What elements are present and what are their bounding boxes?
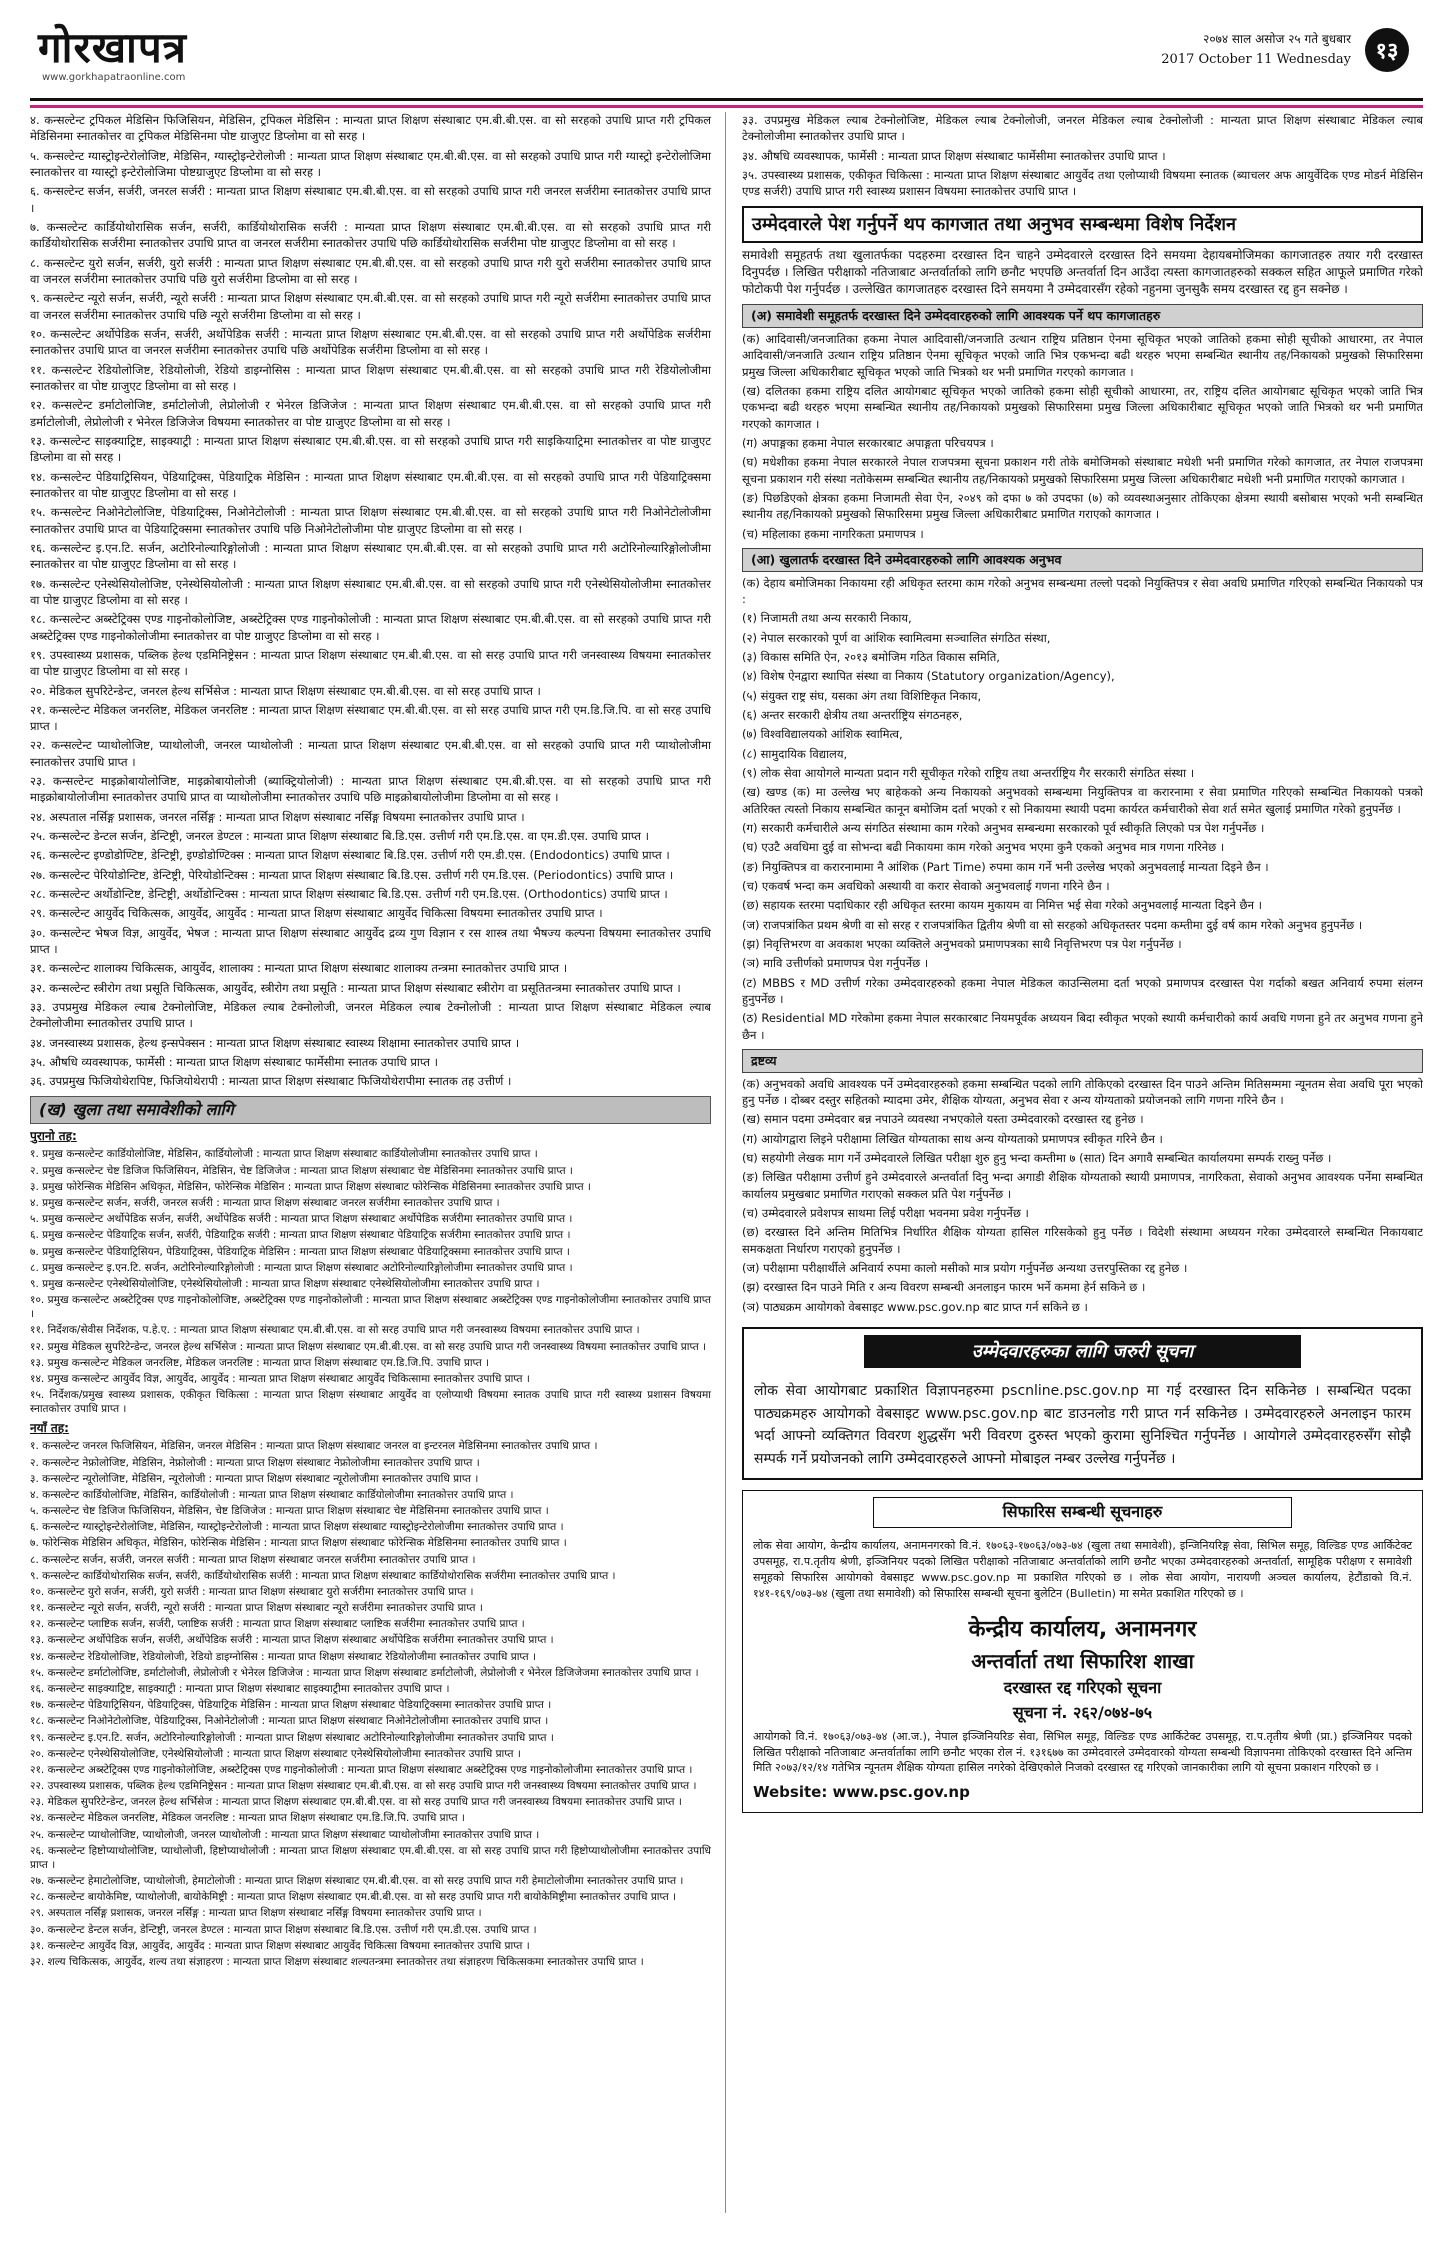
list-item: ३०. कन्सल्टेन्ट डेन्टल सर्जन, डेन्टिष्ट्री, जनरल डेण्टल : मान्यता प्राप्त शिक्षण संस्थाबाट बि.डि.एस. उत्तीर्ण गरी एम.डी.एस. उपाधि प्राप्त ।	[30, 1923, 537, 1936]
right-column	[742, 112, 1423, 2213]
list-item: २०. कन्सल्टेन्ट एनेस्थेसियोलोजिष्ट, एनेस्थेसियोलोजी : मान्यता प्राप्त शिक्षण संस्थाबाट एनेस्थेसियोलोजीमा स्नातकोत्तर उपाधि प्राप्त ।	[30, 1747, 521, 1760]
website-link[interactable]: Website: www.psc.gov.np	[753, 1783, 970, 1802]
list-item: ५. प्रमुख कन्सल्टेन्ट अर्थोपेडिक सर्जन, सर्जरी, अर्थोपेडिक सर्जरी : मान्यता प्राप्त शिक्षण संस्थाबाट अर्थोपेडिक सर्जरीमा स्नातकोत्तर उपाधि प्राप्त ।	[30, 1213, 573, 1226]
list-item: (४) विशेष ऐनद्वारा स्थापित संस्था वा निकाय (Statutory organization/Agency),	[742, 669, 1115, 684]
list-item: १२. प्रमुख मेडिकल सुपरिटेन्डेन्ट, जनरल हेल्थ सर्भिसेज : मान्यता प्राप्त शिक्षण संस्थाबाट एम.बी.बी.एस. वा सो सरह उपाधि प्राप्त गरी जनस्वास्थ्य विषयमा स्नातकोत्तर उपाधि प्राप्त ।	[30, 1340, 706, 1353]
list-item: (ङ) नियुक्तिपत्र वा करारनामामा नै आंशिक (Part Time) रुपमा काम गर्ने भनी उल्लेख भएको अनुभवलाई मान्यता दिइने छैन ।	[742, 859, 1269, 874]
list-item: (ज) परीक्षामा परीक्षार्थीले अनिवार्य रुपमा कालो मसीको मात्र प्रयोग गर्नुपर्नेछ अन्यथा उत्तरपुस्तिका रद्द हुनेछ ।	[742, 1260, 1188, 1275]
list-item: २. कन्सल्टेन्ट नेफ्रोलोजिष्ट, मेडिसिन, नेफ्रोलोजी : मान्यता प्राप्त शिक्षण संस्थाबाट नेफ्रोलोजीमा स्नातकोत्तर उपाधि प्राप्त ।	[30, 1456, 480, 1469]
open-experience-title: (आ) खुलातर्फ दरखास्त दिने उम्मेदवारहरुको लागि आवश्यक अनुभव	[742, 548, 1423, 572]
list-item: (ज) राजपत्रांकित प्रथम श्रेणी वा सो सरह र राजपत्रांकित द्वितीय श्रेणी वा सो सरहको अधिकृतस्तर पदमा कम्तीमा दुई वर्ष काम गरेको अनुभव हुनुपर्नेछ ।	[742, 917, 1363, 932]
section-band-open-inclusive: (ख) खुला तथा समावेशीको लागि	[30, 1096, 711, 1125]
list-item: ६. कन्सल्टेन्ट सर्जन, सर्जरी, जनरल सर्जरी : मान्यता प्राप्त शिक्षण संस्थाबाट एम.बी.बी.एस. वा सो सरहको उपाधि प्राप्त गरी जनरल सर्जरीमा स्नातकोत्तर उपाधि प्राप्त ।	[30, 184, 711, 215]
recommendation-body: लोक सेवा आयोग, केन्द्रीय कार्यालय, अनामनगरको वि.नं. १७०६३-१७०६३/०७३-७४ (खुला तथा समावेशी), इन्जिनियरिङ्ग सेवा, सिभिल समूह, विल्डिङ एण्ड आर्किटेक्ट उपसमूह, रा.प.तृतीय श्रेणी, इञ्जिनियर पदको लिखित परीक्षाको नतिजाबाट अन्तर्वार्ताको लागि छनौट भएका उम्मेदवारहरुको अन्तर्वार्ता, सामूहिक परीक्षण र समावेशी समूहको सिफारिस आयोगको वेबसाइट www.psc.gov.np मा प्रकाशित गरिएको छ । लोक सेवा आयोग, नारायणी अञ्चल कार्यालय, हेटौंडाको वि.नं. १४१-१६९/०७३-७४ (खुला तथा समावेशी) को सिफारिस सम्बन्धी सूचना बुलेटिन (Bulletin) मा समेत प्रकाशित गरिएको छ ।	[753, 1538, 1412, 1600]
list-item: (ट) MBBS र MD उत्तीर्ण गरेका उम्मेदवारहरुको हकमा नेपाल मेडिकल काउन्सिलमा दर्ता भएको प्रमाणपत्र दरखास्त पेश गर्दाको बखत अनिवार्य रुपमा संलग्न हुनुपर्नेछ ।	[742, 975, 1423, 1006]
notice-number: सूचना नं. २६२/०७४-७५	[1012, 1702, 1153, 1722]
list-item: ११. कन्सल्टेन्ट न्यूरो सर्जन, सर्जरी, न्यूरो सर्जरी : मान्यता प्राप्त शिक्षण संस्थाबाट न्यूरो सर्जरीमा स्नातकोत्तर उपाधि प्राप्त ।	[30, 1602, 483, 1615]
qualification-list-c	[30, 1439, 711, 1969]
list-item: (च) महिलाका हकमा नागरिकता प्रमाणपत्र ।	[742, 526, 924, 541]
list-item: (झ) दरखास्त दिन पाउने मिति र अन्य विवरण सम्बन्धी अनलाइन फारम भर्ने कममा हेर्न सकिने छ ।	[742, 1280, 1146, 1295]
list-item: १७. कन्सल्टेन्ट एनेस्थेसियोलोजिष्ट, एनेस्थेसियोलोजी : मान्यता प्राप्त शिक्षण संस्थाबाट एम.बी.बी.एस. वा सो सरहको उपाधि प्राप्त गरी एनेस्थेसियोलोजीमा स्नातकोत्तर वा पोष्ट ग्राजुएट डिप्लोमा वा सो सरह ।	[30, 576, 711, 607]
qualification-list-a	[30, 112, 711, 1090]
list-item: १. कन्सल्टेन्ट जनरल फिजिसियन, मेडिसिन, जनरल मेडिसिन : मान्यता प्राप्त शिक्षण संस्थाबाट जनरल वा इन्टरनल मेडिसिनमा स्नातकोत्तर उपाधि प्राप्त ।	[30, 1440, 598, 1453]
list-item: ४. कन्सल्टेन्ट ट्रपिकल मेडिसिन फिजिसियन, मेडिसिन, ट्रपिकल मेडिसिन : मान्यता प्राप्त शिक्षण संस्थाबाट एम.बी.बी.एस. वा सो सरहको उपाधि प्राप्त गरी ट्रपिकल मेडिसिनमा स्नातकोत्तर वा ट्रपिकल मेडिसिनमा पोष्ट ग्राजुएट डिप्लोमा वा सो सरह ।	[30, 113, 711, 144]
list-item: (ख) दलितका हकमा राष्ट्रिय दलित आयोगबाट सूचिकृत भएको जातिको हकमा सोही सूचीको आधारमा, तर, राष्ट्रिय दलित आयोगबाट सूचिकृत भएको जाति भित्र एकभन्दा बढी थरहरु भएमा सम्बन्धित स्थानीय तह/निकायको प्रमुखको सिफारिसमा प्रमुख जिल्ला अधिकारीबाट सूचिकृत भएको जाति भित्रको थर भनी प्रमाणित गरएको कागजात ।	[742, 384, 1423, 431]
list-item: १३. कन्सल्टेन्ट साइक्याट्रिष्ट, साइक्याट्री : मान्यता प्राप्त शिक्षण संस्थाबाट एम.बी.बी.एस. वा सो सरहको उपाधि प्राप्त गरी साइकियाट्रिमा स्नातकोत्तर वा पोष्ट ग्राजुएट डिप्लोमा वा सो सरह ।	[30, 433, 711, 465]
list-item: (९) लोक सेवा आयोगले मान्यता प्रदान गरी सूचीकृत गरेको राष्ट्रिय तथा अन्तर्राष्ट्रिय गैर सरकारी संगठित संस्था ।	[742, 766, 1195, 780]
list-item: २८. कन्सल्टेन्ट अर्थोडोन्टिष्ट, डेन्टिष्ट्री, अर्थोडोन्टिक्स : मान्यता प्राप्त शिक्षण संस्थाबाट बि.डि.एस. उत्तीर्ण गरी एम.डि.एस. (Orthodontics) उपाधि प्राप्त ।	[30, 887, 668, 902]
urgent-notice-box	[742, 1327, 1423, 1480]
list-item: १५. कन्सल्टेन्ट डर्माटोलोजिष्ट, डर्माटोलोजी, लेप्रोलोजी र भेनेरल डिजिजेज : मान्यता प्राप्त शिक्षण संस्थाबाट डर्माटोलोजी, लेप्रोलोजी र भेनेरल डिजिजेजमा स्नातकोत्तर उपाधि प्राप्त ।	[30, 1666, 699, 1679]
list-item: ५. कन्सल्टेन्ट ग्यास्ट्रोइन्टेरोलोजिष्ट, मेडिसिन, ग्यास्ट्रोइन्टेरोलोजी : मान्यता प्राप्त शिक्षण संस्थाबाट एम.बी.बी.एस. वा सो सरहको उपाधि प्राप्त गरी ग्यास्ट्रो इन्टेरोलोजिमा स्नातकोत्तर वा ग्यास्ट्रो इन्टेरोलोजिमा पोष्टग्राजुएट डिप्लोमा वा सो सरह ।	[30, 148, 711, 179]
list-item: (ङ) लिखित परीक्षामा उत्तीर्ण हुने उम्मेदवारले अन्तर्वार्ता दिनु भन्दा अगाडी शैक्षिक योग्यताको स्थायी प्रमाणपत्र, नागरिकता, सेवाको अनुभव आवश्यक पर्नेमा सम्बन्धित कार्यालय प्रमुखबाट प्रमाणित गराएको सक्कल प्रति पेश गर्नुपर्नेछ ।	[742, 1170, 1423, 1201]
date-nepali: २०७४ साल असोज २५ गते बुधबार	[1203, 32, 1351, 46]
new-level-label: नयाँ तह:	[30, 1421, 69, 1436]
cancellation-title: दरखास्त रद्द गरिएको सूचना	[1003, 1678, 1162, 1698]
newspaper-url: www.gorkhapatraonline.com	[42, 72, 186, 83]
urgent-notice-title: उम्मेदवारहरुका लागि जरुरी सूचना	[864, 1335, 1301, 1369]
list-item: १. प्रमुख कन्सल्टेन्ट कार्डियोलोजिष्ट, मेडिसिन, कार्डियोलोजी : मान्यता प्राप्त शिक्षण संस्थाबाट कार्डियोलोजीमा स्नातकोत्तर उपाधि प्राप्त ।	[30, 1148, 538, 1161]
list-item: २३. कन्सल्टेन्ट माइक्रोबायोलोजिष्ट, माइक्रोबायोलोजी (ब्याक्ट्रियोलोजी) : मान्यता प्राप्त शिक्षण संस्थाबाट एम.बी.बी.एस. वा सो सरहको उपाधि प्राप्त गरी माइक्रोबायोलोजीमा स्नातकोत्तर उपाधि प्राप्त वा प्याथोलोजीमा स्नातकोत्तर उपाधि पछि माइक्रोबायोलोजीमा डिप्लोमा वा सो सरह ।	[30, 774, 711, 805]
list-item: २६. कन्सल्टेन्ट इण्डोडोण्टिष्ट, डेन्टिष्ट्री, इण्डोडोण्टिक्स : मान्यता प्राप्त शिक्षण संस्थाबाट बि.डि.एस. उत्तीर्ण गरी एम.डी.एस. (Endodontics) उपाधि प्राप्त ।	[30, 848, 670, 863]
left-column	[30, 112, 726, 2213]
list-item: (छ) दरखास्त दिने अन्तिम मितिभित्र निर्धारित शैक्षिक योग्यता हासिल गरिसकेको हुनु पर्नेछ । विदेशी संस्थामा अध्ययन गरेका उम्मेदवारले सम्बन्धित निकायबाट समकक्षता निर्धारण गराएको हुनुपर्नेछ ।	[742, 1225, 1423, 1256]
list-item: (क) अनुभवको अवधि आवश्यक पर्ने उम्मेदवारहरुको हकमा सम्बन्धित पदको लागि तोकिएको दरखास्त दिन पाउने अन्तिम मितिसम्ममा न्यूनतम सेवा अवधि पूरा भएको हुनु पर्नेछ । दोब्बर दस्तुर सहितको म्यादमा उमेर, शैक्षिक योग्यता, अनुभव सेवा र अन्य योग्यताको प्रयोजनको लागि गणना गरिने छैन ।	[742, 1076, 1423, 1107]
list-item: २५. कन्सल्टेन्ट डेन्टल सर्जन, डेन्टिष्ट्री, जनरल डेण्टल : मान्यता प्राप्त शिक्षण संस्थाबाट बि.डि.एस. उत्तीर्ण गरी एम.डि.एस. वा एम.डी.एस. उपाधि प्राप्त ।	[30, 829, 649, 844]
list-item: ३५. औषधि व्यवस्थापक, फार्मेसी : मान्यता प्राप्त शिक्षण संस्थाबाट फार्मेसीमा स्नातक उपाधि प्राप्त ।	[30, 1055, 438, 1070]
recommendation-box	[742, 1490, 1423, 1813]
list-item: ७. प्रमुख कन्सल्टेन्ट पेडियाट्रिसियन, पेडियाट्रिक्स, पेडियाट्रिक मेडिसिन : मान्यता प्राप्त शिक्षण संस्थाबाट पेडियाट्रिक्समा स्नातकोत्तर उपाधि प्राप्त ।	[30, 1245, 570, 1258]
list-item: ३६. उपप्रमुख फिजियोथेरापिष्ट, फिजियोथेरापी : मान्यता प्राप्त शिक्षण संस्थाबाट फिजियोथेरापीमा स्नातक तह उत्तीर्ण ।	[30, 1074, 512, 1089]
list-item: २२. उपस्वास्थ्य प्रशासक, पब्लिक हेल्थ एडमिनिष्ट्रेसन : मान्यता प्राप्त शिक्षण संस्थाबाट एम.बी.बी.एस. वा सो सरह उपाधि प्राप्त गरी जनस्वास्थ्य विषयमा स्नातकोत्तर उपाधि प्राप्त ।	[30, 1780, 697, 1793]
urgent-notice-body: लोक सेवा आयोगबाट प्रकाशित विज्ञापनहरुमा pscnline.psc.gov.np मा गई दरखास्त दिन सकिनेछ । सम्बन्धित पदका पाठ्यक्रमहरु आयोगको वेबसाइट www.psc.gov.np बाट डाउनलोड गरी प्राप्त गर्न सकिनेछ । उम्मेदवारहरुले अनलाइन फारम भर्दा आफ्नो व्यक्तिगत विवरण शुद्धसँग भरी विवरण दुरुस्त भएको कुरामा सुनिश्चित गर्नुपर्नेछ । आयोगले उम्मेदवारहरुसँग सोझै सम्पर्क गर्ने प्रयोजनको लागि उम्मेदवारहरुले आफ्नो मोबाइल नम्बर उल्लेख गर्नुपर्नेछ ।	[754, 1383, 1411, 1467]
list-item: २६. कन्सल्टेन्ट हिष्टोप्याथोलोजिष्ट, प्याथोलोजी, हिष्टोप्याथोलोजी : मान्यता प्राप्त शिक्षण संस्थाबाट एम.बी.बी.एस. वा सो सरह उपाधि प्राप्त गरी हिष्टोप्याथोलोजीमा स्नातकोत्तर उपाधि प्राप्त ।	[30, 1844, 711, 1871]
list-item: ६. कन्सल्टेन्ट ग्यास्ट्रोइन्टेरोलोजिष्ट, मेडिसिन, ग्यास्ट्रोइन्टेरोलोजी : मान्यता प्राप्त शिक्षण संस्थाबाट ग्यास्ट्रोइन्टेरोलोजीमा स्नातकोत्तर उपाधि प्राप्त ।	[30, 1521, 564, 1534]
old-level-label: पुरानो तह:	[30, 1129, 77, 1144]
list-item: (७) विश्वविद्यालयको आंशिक स्वामित्व,	[742, 727, 903, 742]
list-item: ११. निर्देशक/सेवीस निर्देशक, प.हे.ए. : मान्यता प्राप्त शिक्षण संस्थाबाट एम.बी.बी.एस. वा सो सरह उपाधि प्राप्त गरी जनस्वास्थ्य विषयमा स्नातकोत्तर उपाधि प्राप्त ।	[30, 1324, 640, 1337]
list-item: १६. कन्सल्टेन्ट साइक्याट्रिष्ट, साइक्याट्री : मान्यता प्राप्त शिक्षण संस्थाबाट साइक्याट्रीमा स्नातकोत्तर उपाधि प्राप्त ।	[30, 1683, 450, 1695]
list-item: (८) सामुदायिक विद्यालय,	[742, 746, 848, 761]
list-item: १९. कन्सल्टेन्ट इ.एन.टि. सर्जन, अटोरिनोल्यारिङ्गोलोजी : मान्यता प्राप्त शिक्षण संस्थाबाट अटोरिनोल्यारिङ्गोलोजीमा स्नातकोत्तर उपाधि प्राप्त ।	[30, 1731, 554, 1744]
office-name: केन्द्रीय कार्यालय, अनामनगर	[968, 1616, 1197, 1642]
list-item: १४. कन्सल्टेन्ट रेडियोलोजिष्ट, रेडियोलोजी, रेडियो डाइग्नोसिस : मान्यता प्राप्त शिक्षण संस्थाबाट रेडियोलोजीमा स्नातकोत्तर उपाधि प्राप्त ।	[30, 1650, 536, 1663]
list-item: ३. कन्सल्टेन्ट न्यूरोलोजिष्ट, मेडिसिन, न्यूरोलोजी : मान्यता प्राप्त शिक्षण संस्थाबाट न्यूरोलोजीमा स्नातकोत्तर उपाधि प्राप्त ।	[30, 1472, 479, 1485]
inclusive-docs-title: (अ) समावेशी समूहतर्फ दरखास्त दिने उम्मेदवारहरुको लागि आवश्यक पर्ने थप कागजातहरु	[742, 304, 1423, 328]
qualification-list-top	[742, 112, 1423, 200]
list-item: २१. कन्सल्टेन्ट अब्स्टेट्रिक्स एण्ड गाइनोकोलोजिष्ट, अब्स्टेट्रिक्स एण्ड गाइनोकोलोजी : मान्यता प्राप्त शिक्षण संस्थाबाट अब्स्टेट्रिक्स एण्ड गाइनोकोलोजीमा स्नातकोत्तर उपाधि प्राप्त ।	[30, 1763, 693, 1776]
instructions-paragraph: समावेशी समूहतर्फ तथा खुलातर्फका पदहरुमा दरखास्त दिन चाहने उम्मेदवारले दरखास्त दिने समयमा देहायबमोजिमका कागजातहरु तयार गरी दरखास्त दिनुपर्दछ । लिखित परीक्षाको नतिजाबाट अन्तर्वार्ताको लागि छनौट भएपछि अन्तर्वार्ता दिन आउँदा त्यस्ता कागजातहरुको सक्कल सहित आफूले प्रमाणित गरेको फोटोकपी पेश गर्नुपर्दछ । उल्लेखित कागजातहरु दरखास्त दिने समयमा नै उम्मेदवारसँग रहेको नहुनमा जुनसुकै समय दरखास्त रद्द हुन सक्नेछ ।	[742, 248, 1423, 297]
list-item: ३४. औषधि व्यवस्थापक, फार्मेसी : मान्यता प्राप्त शिक्षण संस्थाबाट फार्मेसीमा स्नातकोत्तर उपाधि प्राप्त ।	[742, 148, 1166, 163]
list-item: १९. उपस्वास्थ्य प्रशासक, पब्लिक हेल्थ एडमिनिष्ट्रेसन : मान्यता प्राप्त शिक्षण संस्थाबाट एम.बी.बी.एस. वा सो सरह उपाधि प्राप्त गरी जनस्वास्थ्य विषयमा स्नातकोत्तर वा पोष्ट ग्राजुएट डिप्लोमा वा सो सरह ।	[30, 647, 711, 679]
list-item: (च) उम्मेदवारले प्रवेशपत्र साथमा लिई परीक्षा भवनमा प्रवेश गर्नुपर्नेछ ।	[742, 1205, 1029, 1220]
inclusive-docs-list	[742, 331, 1423, 542]
list-item: २४. अस्पताल नर्सिङ्ग प्रशासक, जनरल नर्सिङ्ग : मान्यता प्राप्त शिक्षण संस्थाबाट नर्सिङ्ग विषयमा स्नातकोत्तर उपाधि प्राप्त ।	[30, 809, 525, 824]
list-item: २४. कन्सल्टेन्ट मेडिकल जनरलिष्ट, मेडिकल जनरलिष्ट : मान्यता प्राप्त शिक्षण संस्थाबाट एम.डि.जि.पि. उपाधि प्राप्त ।	[30, 1812, 465, 1825]
list-item: २१. कन्सल्टेन्ट मेडिकल जनरलिष्ट, मेडिकल जनरलिष्ट : मान्यता प्राप्त शिक्षण संस्थाबाट एम.बी.बी.एस. वा सो सरह उपाधि प्राप्त गरी एम.डि.जि.पि. वा सो सरह उपाधि प्राप्त ।	[30, 702, 711, 734]
date-english: 2017 October 11 Wednesday	[1161, 52, 1351, 67]
list-item: ७. फोरेन्सिक मेडिसिन अधिकृत, मेडिसिन, फोरेन्सिक मेडिसिन : मान्यता प्राप्त शिक्षण संस्थाबाट फोरेन्सिक मेडिसिनमा स्नातकोत्तर उपाधि प्राप्त ।	[30, 1537, 567, 1550]
list-item: (२) नेपाल सरकारको पूर्ण वा आंशिक स्वामित्वमा सञ्चालित संगठित संस्था,	[742, 630, 1051, 645]
list-item: (ग) अपाङ्गका हकमा नेपाल सरकारबाट अपाङ्गता परिचयपत्र ।	[742, 436, 994, 450]
list-item: (ङ) पिछडिएको क्षेत्रका हकमा निजामती सेवा ऐन, २०४९ को दफा ७ को उपदफा (७) को व्यवस्थाअनुसार तोकिएका क्षेत्रमा स्थायी बसोबास भएको भनी सम्बन्धित स्थानीय तह/निकायको प्रमुखको सिफारिसमा प्रमुख जिल्ला अधिकारीबाट प्रमाणित गराएको कागजात ।	[742, 490, 1423, 522]
recommendation-title: सिफारिस सम्बन्धी सूचनाहरु	[873, 1497, 1292, 1528]
list-item: ७. कन्सल्टेन्ट कार्डियोथोरासिक सर्जन, सर्जरी, कार्डियोथोरासिक सर्जरी : मान्यता प्राप्त शिक्षण संस्थाबाट एम.बी.बी.एस. वा सो सरहको उपाधि प्राप्त गरी कार्डियोथोरासिक सर्जरीमा स्नातकोत्तर उपाधि प्राप्त वा जनरल सर्जरीमा स्नातकोत्तर उपाधि पछि कार्डियोथोरासिक सर्जरीमा पोष्ट ग्राजुएट डिप्लोमा वा सो सरह ।	[30, 219, 711, 251]
list-item: १२. कन्सल्टेन्ट डर्माटोलोजिष्ट, डर्माटोलोजी, लेप्रोलोजी र भेनेरल डिजिजेज : मान्यता प्राप्त शिक्षण संस्थाबाट एम.बी.बी.एस. वा सो सरहको उपाधि प्राप्त गरी डर्माटोलोजी, लेप्रोलोजी र भेनेरल डिजिजेज विषयमा स्नातकोत्तर वा पोष्ट ग्राजुएट डिप्लोमा वा सो सरह ।	[30, 398, 711, 429]
list-item: ४. प्रमुख कन्सल्टेन्ट सर्जन, सर्जरी, जनरल सर्जरी : मान्यता प्राप्त शिक्षण संस्थाबाट जनरल सर्जरीमा स्नातकोत्तर उपाधि प्राप्त ।	[30, 1196, 500, 1209]
note-title: द्रष्टव्य	[742, 1049, 1423, 1073]
list-item: १७. कन्सल्टेन्ट पेडियाट्रिसियन, पेडियाट्रिक्स, पेडियाट्रिक मेडिसिन : मान्यता प्राप्त शिक्षण संस्थाबाट पेडियाट्रिक्समा स्नातकोत्तर उपाधि प्राप्त ।	[30, 1699, 552, 1712]
cancellation-body: आयोगको वि.नं. १७०६३/०७३-७४ (आ.ज.), नेपाल इञ्जिनियरिङ सेवा, सिभिल समूह, विल्डिङ एण्ड आर्किटेक्ट उपसमूह, रा.प.तृतीय श्रेणी (प्रा.) इञ्जिनियर पदको लिखित परीक्षाको नतिजाबाट अन्तर्वार्ताका लागि छनौट भएका रोल नं. १३१६७७ का उम्मेदवारले उम्मेदवारको योग्यता सम्बन्धी विज्ञापनमा तोकिएको दरखास्त दिने अन्तिम मिति २०७३/१२/१४ गतेभित्र न्यूनतम शैक्षिक योग्यता हासिल नगरेको देखिएकोले निजको दरखास्त रद्द गरिएको जानकारीका लागि यो सूचना प्रकाशन गरिएको छ ।	[753, 1729, 1412, 1775]
list-item: २०. मेडिकल सुपरिटेन्डेन्ट, जनरल हेल्थ सर्भिसेज : मान्यता प्राप्त शिक्षण संस्थाबाट एम.बी.बी.एस. वा सो सरह उपाधि प्राप्त ।	[30, 683, 541, 698]
list-item: (ग) आयोगद्वारा लिइने परीक्षामा लिखित योग्यताका साथ अन्य योग्यताको प्रमाणपत्र स्वीकृत गरिने छैन ।	[742, 1131, 1163, 1146]
list-item: (३) विकास समिति ऐन, २०१३ बमोजिम गठित विकास समिति,	[742, 650, 1000, 665]
list-item: ३५. उपस्वास्थ्य प्रशासक, एकीकृत चिकित्सा : मान्यता प्राप्त शिक्षण संस्थाबाट आयुर्वेद तथा एलोप्याथी विषयमा स्नातक (ब्याचलर अफ आयुर्वेदिक एण्ड मोडर्न मेडिसिन एण्ड सर्जरी) उपाधि प्राप्त गरी स्वास्थ्य प्रशासन विषयमा स्नातकोत्तर उपाधि प्राप्त ।	[742, 167, 1423, 199]
list-item: २२. कन्सल्टेन्ट प्याथोलोजिष्ट, प्याथोलोजी, जनरल प्याथोलोजी : मान्यता प्राप्त शिक्षण संस्थाबाट एम.बी.बी.एस. वा सो सरहको उपाधि प्राप्त गरी प्याथोलोजीमा स्नातकोत्तर उपाधि प्राप्त ।	[30, 738, 711, 769]
list-item: ३३. उपप्रमुख मेडिकल ल्याब टेक्नोलोजिष्ट, मेडिकल ल्याब टेक्नोलोजी, जनरल मेडिकल ल्याब टेक्नोलोजी : मान्यता प्राप्त शिक्षण संस्थाबाट मेडिकल ल्याब टेक्नोलोजीमा स्नातकोत्तर उपाधि प्राप्त ।	[30, 1000, 711, 1031]
list-item: १४. कन्सल्टेन्ट पेडियाट्रिसियन, पेडियाट्रिक्स, पेडियाट्रिक मेडिसिन : मान्यता प्राप्त शिक्षण संस्थाबाट एम.बी.बी.एस. वा सो सरहको उपाधि प्राप्त गरी पेडियाट्रिक्समा स्नातकोत्तर वा पोष्ट ग्राजुएट डिप्लोमा वा सो सरह ।	[30, 469, 711, 500]
list-item: (ञ) मावि उत्तीर्णको प्रमाणपत्र पेश गर्नुपर्नेछ ।	[742, 956, 929, 971]
list-item: (ख) समान पदमा उम्मेदवार बन्न नपाउने व्यवस्था नभएकोले यस्ता उम्मेदवारको दरखास्त रद्द हुनेछ ।	[742, 1112, 1144, 1127]
list-item: (ञ) पाठ्यक्रम आयोगको वेबसाइट www.psc.gov.np बाट प्राप्त गर्न सकिने छ ।	[742, 1299, 1088, 1314]
list-item: १०. प्रमुख कन्सल्टेन्ट अब्स्टेट्रिक्स एण्ड गाइनोकोलोजिष्ट, अब्स्टेट्रिक्स एण्ड गाइनोकोलोजी : मान्यता प्राप्त शिक्षण संस्थाबाट अब्स्टेट्रिक्स एण्ड गाइनोकोलोजीमा स्नातकोत्तर उपाधि प्राप्त ।	[30, 1294, 711, 1321]
list-item: ९. प्रमुख कन्सल्टेन्ट एनेस्थेसियोलोजिष्ट, एनेस्थेसियोलोजी : मान्यता प्राप्त शिक्षण संस्थाबाट एनेस्थेसियोलोजीमा स्नातकोत्तर उपाधि प्राप्त ।	[30, 1277, 540, 1290]
list-item: १६. कन्सल्टेन्ट इ.एन.टि. सर्जन, अटोरिनोल्यारिङ्गोलोजी : मान्यता प्राप्त शिक्षण संस्थाबाट एम.बी.बी.एस. वा सो सरहको उपाधि प्राप्त गरी अटोरिनोल्यारिङ्गोलोजीमा स्नातकोत्तर वा पोष्ट ग्राजुएट डिप्लोमा वा सो सरह ।	[30, 540, 711, 572]
list-item: २७. कन्सल्टेन्ट हेमाटोलोजिष्ट, प्याथोलोजी, हेमाटोलोजी : मान्यता प्राप्त शिक्षण संस्थाबाट एम.बी.बी.एस. वा सो सरह उपाधि प्राप्त गरी हेमाटोलोजीमा स्नातकोत्तर उपाधि प्राप्त ।	[30, 1875, 684, 1888]
list-item: (छ) सहायक स्तरमा पदाधिकार रही अधिकृत स्तरमा कायम मुकायम वा निमित्त भई सेवा गरेको अनुभवलाई मान्यता दिइने छैन ।	[742, 898, 1262, 913]
list-item: २५. कन्सल्टेन्ट प्याथोलोजिष्ट, प्याथोलोजी, जनरल प्याथोलोजी : मान्यता प्राप्त शिक्षण संस्थाबाट प्याथोलोजीमा स्नातकोत्तर उपाधि प्राप्त ।	[30, 1828, 540, 1841]
list-item: (झ) निवृत्तिभरण वा अवकाश भएका व्यक्तिले अनुभवको प्रमाणपत्रका साथै निवृत्तिभरण पत्र पेश गर्नुपर्नेछ ।	[742, 936, 1182, 951]
list-item: ४. कन्सल्टेन्ट कार्डियोलोजिष्ट, मेडिसिन, कार्डियोलोजी : मान्यता प्राप्त शिक्षण संस्थाबाट कार्डियोलोजीमा स्नातकोत्तर उपाधि प्राप्त ।	[30, 1488, 514, 1501]
list-item: (घ) एउटै अवधिमा दुई वा सोभन्दा बढी निकायमा काम गरेको अनुभव भएमा कुनै एकको अनुभव मात्र गणना गरिनेछ ।	[742, 840, 1225, 855]
list-item: ३१. कन्सल्टेन्ट आयुर्वेद विज्ञ, आयुर्वेद, आयुर्वेद : मान्यता प्राप्त शिक्षण संस्थाबाट आयुर्वेद चिकित्सा विषयमा स्नातकोत्तर उपाधि प्राप्त ।	[30, 1939, 530, 1952]
list-item: १३. प्रमुख कन्सल्टेन्ट मेडिकल जनरलिष्ट, मेडिकल जनरलिष्ट : मान्यता प्राप्त शिक्षण संस्थाबाट एम.डि.जि.पि. उपाधि प्राप्त ।	[30, 1356, 490, 1369]
columns	[30, 112, 1423, 2213]
list-item: १५. निर्देशक/प्रमुख स्वास्थ्य प्रशासक, एकीकृत चिकित्सा : मान्यता प्राप्त शिक्षण संस्थाबाट आयुर्वेद वा एलोप्याथी विषयमा स्नातक उपाधि प्राप्त गरी स्वास्थ्य प्रशासन विषयमा स्नातकोत्तर उपाधि प्राप्त ।	[30, 1389, 711, 1416]
list-item: ८. कन्सल्टेन्ट युरो सर्जन, सर्जरी, युरो सर्जरी : मान्यता प्राप्त शिक्षण संस्थाबाट एम.बी.बी.एस. वा सो सरहको उपाधि प्राप्त गरी युरो सर्जरीमा स्नातकोत्तर उपाधि प्राप्त वा जनरल सर्जरीमा स्नातकोत्तर उपाधि पछि युरो सर्जरीमा डिप्लोमा वा सो सरह ।	[30, 255, 711, 286]
list-item: ६. प्रमुख कन्सल्टेन्ट पेडियाट्रिक सर्जन, सर्जरी, पेडियाट्रिक सर्जरी : मान्यता प्राप्त शिक्षण संस्थाबाट पेडियाट्रिक सर्जरीमा स्नातकोत्तर उपाधि प्राप्त ।	[30, 1229, 571, 1242]
list-item: ३२. शल्य चिकित्सक, आयुर्वेद, शल्य तथा संज्ञाहरण : मान्यता प्राप्त शिक्षण संस्थाबाट शल्यतन्त्रमा स्नातकोत्तर तथा संज्ञाहरण चिकित्सकमा स्नातकोत्तर उपाधि प्राप्त ।	[30, 1955, 644, 1968]
list-item: १८. कन्सल्टेन्ट अब्स्टेट्रिक्स एण्ड गाइनोकोलोजिष्ट, अब्स्टेट्रिक्स एण्ड गाइनोकोलोजी : मान्यता प्राप्त शिक्षण संस्थाबाट एम.बी.बी.एस. वा सो सरहको उपाधि प्राप्त गरी अब्स्टेट्रिक्स एण्ड गाइनोकोलोजीमा स्नातकोत्तर वा पोष्ट ग्राजुएट डिप्लोमा वा सो सरह ।	[30, 612, 711, 643]
list-item: (क) आदिवासी/जनजातिका हकमा नेपाल आदिवासी/जनजाति उत्थान राष्ट्रिय प्रतिष्ठान ऐनमा सूचिकृत भएको जातिको हकमा सोही सूचीको आधारमा, तर नेपाल आदिवासी/जनजाति उत्थान राष्ट्रिय प्रतिष्ठान ऐनमा सूचिकृत भएको जाति भित्र एकभन्दा बढी थरहरु भएमा सम्बन्धित स्थानीय तह/निकायको प्रमुखको सिफारिसमा प्रमुख जिल्ला अधिकारीबाट सूचिकृत भएको जाति भित्रको थर भनी प्रमाणित गरएको कागजात ।	[742, 332, 1423, 379]
list-item: २३. मेडिकल सुपरिटेन्डेन्ट, जनरल हेल्थ सर्भिसेज : मान्यता प्राप्त शिक्षण संस्थाबाट एम.बी.बी.एस. वा सो सरह उपाधि प्राप्त गरी जनस्वास्थ्य विषयमा स्नातकोत्तर उपाधि प्राप्त ।	[30, 1796, 682, 1809]
list-item: (५) संयुक्त राष्ट्र संघ, यसका अंग तथा विशिष्टिकृत निकाय,	[742, 688, 982, 703]
list-item: १८. कन्सल्टेन्ट निओनेटोलोजिष्ट, पेडियाट्रिक्स, निओनेटोलोजी : मान्यता प्राप्त शिक्षण संस्थाबाट निओनेटोलोजीमा स्नातकोत्तर उपाधि प्राप्त ।	[30, 1715, 549, 1728]
list-item: (क) देहाय बमोजिमका निकायमा रही अधिकृत स्तरमा काम गरेको अनुभव सम्बन्धमा तल्लो पदको नियुक्तिपत्र र सेवा अवधि प्रमाणित गरिएको सम्बन्धित निकायको पत्र :	[742, 575, 1423, 607]
page-number: १३	[1365, 28, 1409, 72]
open-experience-list	[742, 575, 1423, 1043]
list-item: ८. प्रमुख कन्सल्टेन्ट इ.एन.टि. सर्जन, अटोरिनोल्यारिङ्गोलोजी : मान्यता प्राप्त शिक्षण संस्थाबाट अटोरिनोल्यारिङ्गोलोजीमा स्नातकोत्तर उपाधि प्राप्त ।	[30, 1261, 573, 1274]
list-item: (ग) सरकारी कर्मचारीले अन्य संगठित संस्थामा काम गरेको अनुभव सम्बन्धमा सरकारको पूर्व स्वीकृति लिएको पत्र पेश गर्नुपर्नेछ ।	[742, 820, 1265, 835]
list-item: २७. कन्सल्टेन्ट पेरियोडोन्टिष्ट, डेन्टिष्ट्री, पेरियोडोन्टिक्स : मान्यता प्राप्त शिक्षण संस्थाबाट बि.डि.एस. उत्तीर्ण गरी एम.डि.एस. (Periodontics) उपाधि प्राप्त ।	[30, 867, 674, 882]
list-item: १५. कन्सल्टेन्ट निओनेटोलोजिष्ट, पेडियाट्रिक्स, निओनेटोलोजी : मान्यता प्राप्त शिक्षण संस्थाबाट एम.बी.बी.एस. वा सो सरहको उपाधि प्राप्त गरी निओनेटोलोजीमा स्नातकोत्तर उपाधि प्राप्त वा पेडियाट्रिक्समा स्नातकोत्तर उपाधि पछि निओनेटोलोजीमा पोष्ट ग्राजुएट डिप्लोमा वा सो सरह ।	[30, 505, 711, 536]
list-item: (घ) सहयोगी लेखक माग गर्ने उम्मेदवारले लिखित परीक्षा शुरु हुनु भन्दा कम्तीमा ७ (सात) दिन अगावै सम्बन्धित कार्यालयमा सम्पर्क राख्नु पर्नेछ ।	[742, 1150, 1332, 1165]
list-item: ३३. उपप्रमुख मेडिकल ल्याब टेक्नोलोजिष्ट, मेडिकल ल्याब टेक्नोलोजी, जनरल मेडिकल ल्याब टेक्नोलोजी : मान्यता प्राप्त शिक्षण संस्थाबाट मेडिकल ल्याब टेक्नोलोजीमा स्नातकोत्तर उपाधि प्राप्त ।	[742, 113, 1423, 144]
list-item: ९. कन्सल्टेन्ट न्यूरो सर्जन, सर्जरी, न्यूरो सर्जरी : मान्यता प्राप्त शिक्षण संस्थाबाट एम.बी.बी.एस. वा सो सरहको उपाधि प्राप्त गरी न्यूरो सर्जरीमा स्नातकोत्तर उपाधि प्राप्त वा जनरल सर्जरीमा स्नातकोत्तर उपाधि पछि न्यूरो सर्जरीमा डिप्लोमा वा सो सरह ।	[30, 291, 711, 322]
list-item: (ठ) Residential MD गरेकोमा हकमा नेपाल सरकारबाट नियमपूर्वक अध्ययन बिदा स्वीकृत भएको स्थायी कर्मचारीको कार्य अवधि गणना हुने तर अनुभव गणना हुने छैन ।	[742, 1011, 1423, 1042]
masthead	[30, 0, 1423, 101]
list-item: ११. कन्सल्टेन्ट रेडियोलोजिष्ट, रेडियोलोजी, रेडियो डाइग्नोसिस : मान्यता प्राप्त शिक्षण संस्थाबाट एम.बी.बी.एस. वा सो सरहको उपाधि प्राप्त गरी रेडियोलोजीमा स्नातकोत्तर वा पोष्ट ग्राजुएट डिप्लोमा वा सो सरह ।	[30, 362, 711, 393]
instructions-title: उम्मेदवारले पेश गर्नुपर्ने थप कागजात तथा अनुभव सम्बन्धमा विशेष निर्देशन	[742, 206, 1423, 244]
list-item: (घ) मधेशीका हकमा नेपाल सरकारले नेपाल राजपत्रमा सूचना प्रकाशन गरी तोके बमोजिमको संस्थाबाट मधेशी भनी प्रमाणित गरेको कागजात, तर नेपाल राजपत्रमा सूचना प्रकाशन गरी संस्था नतोकेसम्म सम्बन्धित स्थानीय तह/निकायको प्रमुखको सिफारिसमा प्रमुख जिल्ला अधिकारीबाट मधेशी भनी प्रमाणित गराएको कागजात ।	[742, 455, 1423, 486]
list-item: (६) अन्तर सरकारी क्षेत्रीय तथा अन्तर्राष्ट्रिय संगठनहरु,	[742, 708, 963, 723]
list-item: ९. कन्सल्टेन्ट कार्डियोथोरासिक सर्जन, सर्जरी, कार्डियोथोरासिक सर्जरी : मान्यता प्राप्त शिक्षण संस्थाबाट कार्डियोथोरासिक सर्जरीमा स्नातकोत्तर उपाधि प्राप्त ।	[30, 1569, 616, 1582]
list-item: २८. कन्सल्टेन्ट बायोकेमिष्ट, प्याथोलोजी, बायोकेमिष्ट्री : मान्यता प्राप्त शिक्षण संस्थाबाट एम.बी.बी.एस. वा सो सरह उपाधि प्राप्त गरी बायोकेमिष्ट्रीमा स्नातकोत्तर उपाधि प्राप्त ।	[30, 1891, 677, 1904]
list-item: ३०. कन्सल्टेन्ट भेषज विज्ञ, आयुर्वेद, भेषज : मान्यता प्राप्त शिक्षण संस्थाबाट आयुर्वेद द्रव्य गुण विज्ञान र रस शास्त्र तथा भैषज्य कल्पना विषयमा स्नातकोत्तर उपाधि प्राप्त ।	[30, 925, 711, 957]
list-item: (ख) खण्ड (क) मा उल्लेख भए बाहेकको अन्य निकायको अनुभवको सम्बन्धमा नियुक्तिपत्र वा करारनामा र सेवा प्रमाणित गरिएको सम्बन्धित निकायको पत्रको अतिरिक्त त्यस्तो निकाय सम्बन्धित कानून बमोजिम दर्ता भएको र सो निकायमा स्थायी पदमा कार्यरत कर्मचारीको सेवा शर्त समेत खुलाई प्रमाणित गरेको हुनुपर्नेछ ।	[742, 785, 1423, 816]
list-item: ३२. कन्सल्टेन्ट स्त्रीरोग तथा प्रसूति चिकित्सक, आयुर्वेद, स्त्रीरोग तथा प्रसूति : मान्यता प्राप्त शिक्षण संस्थाबाट स्त्रीरोग वा प्रसूतितन्त्रमा स्नातकोत्तर उपाधि प्राप्त ।	[30, 980, 681, 995]
note-list	[742, 1076, 1423, 1315]
list-item: १४. प्रमुख कन्सल्टेन्ट आयुर्वेद विज्ञ, आयुर्वेद, आयुर्वेद : मान्यता प्राप्त शिक्षण संस्थाबाट आयुर्वेद चिकित्सामा स्नातकोत्तर उपाधि प्राप्त ।	[30, 1372, 530, 1385]
list-item: २. प्रमुख कन्सल्टेन्ट चेष्ट डिजिज फिजिसियन, मेडिसिन, चेष्ट डिजिजेज : मान्यता प्राप्त शिक्षण संस्थाबाट चेष्ट मेडिसिनमा स्नातकोत्तर उपाधि प्राप्त ।	[30, 1164, 573, 1177]
list-item: (१) निजामती तथा अन्य सरकारी निकाय,	[742, 611, 912, 626]
list-item: ८. कन्सल्टेन्ट सर्जन, सर्जरी, जनरल सर्जरी : मान्यता प्राप्त शिक्षण संस्थाबाट जनरल सर्जरीमा स्नातकोत्तर उपाधि प्राप्त ।	[30, 1553, 476, 1566]
list-item: १२. कन्सल्टेन्ट प्लाष्टिक सर्जन, सर्जरी, प्लाष्टिक सर्जरी : मान्यता प्राप्त शिक्षण संस्थाबाट प्लाष्टिक सर्जरीमा स्नातकोत्तर उपाधि प्राप्त ।	[30, 1618, 525, 1631]
list-item: २९. कन्सल्टेन्ट आयुर्वेद चिकित्सक, आयुर्वेद, आयुर्वेद : मान्यता प्राप्त शिक्षण संस्थाबाट आयुर्वेद चिकित्सा विषयमा स्नातकोत्तर उपाधि प्राप्त ।	[30, 906, 603, 921]
list-item: (च) एकवर्ष भन्दा कम अवधिको अस्थायी वा करार सेवाको अनुभवलाई गणना गरिने छैन ।	[742, 878, 1110, 893]
list-item: ३१. कन्सल्टेन्ट शालाक्य चिकित्सक, आयुर्वेद, शालाक्य : मान्यता प्राप्त शिक्षण संस्थाबाट शालाक्य तन्त्रमा स्नातकोत्तर उपाधि प्राप्त ।	[30, 961, 568, 976]
list-item: १०. कन्सल्टेन्ट युरो सर्जन, सर्जरी, युरो सर्जरी : मान्यता प्राप्त शिक्षण संस्थाबाट युरो सर्जरीमा स्नातकोत्तर उपाधि प्राप्त ।	[30, 1585, 474, 1598]
list-item: २९. अस्पताल नर्सिङ्ग प्रशासक, जनरल नर्सिङ्ग : मान्यता प्राप्त शिक्षण संस्थाबाट नर्सिङ्ग विषयमा स्नातकोत्तर उपाधि प्राप्त ।	[30, 1907, 482, 1920]
qualification-list-b	[30, 1147, 711, 1416]
list-item: १३. कन्सल्टेन्ट अर्थोपेडिक सर्जन, सर्जरी, अर्थोपेडिक सर्जरी : मान्यता प्राप्त शिक्षण संस्थाबाट अर्थोपेडिक सर्जरीमा स्नातकोत्तर उपाधि प्राप्त ।	[30, 1634, 554, 1647]
header-rule	[30, 105, 1423, 108]
branch-name: अन्तर्वार्ता तथा सिफारिश शाखा	[971, 1648, 1194, 1673]
list-item: ३४. जनस्वास्थ्य प्रशासक, हेल्थ इन्सपेक्सन : मान्यता प्राप्त शिक्षण संस्थाबाट स्वास्थ्य शिक्षामा स्नातकोत्तर उपाधि प्राप्त ।	[30, 1035, 520, 1050]
newspaper-logo: गोरखापत्र	[38, 23, 187, 72]
list-item: ३. प्रमुख फोरेन्सिक मेडिसिन अधिकृत, मेडिसिन, फोरेन्सिक मेडिसिन : मान्यता प्राप्त शिक्षण संस्थाबाट फोरेन्सिक मेडिसिनमा स्नातकोत्तर उपाधि प्राप्त ।	[30, 1180, 591, 1193]
list-item: ५. कन्सल्टेन्ट चेष्ट डिजिज फिजिसियन, मेडिसिन, चेष्ट डिजिजेज : मान्यता प्राप्त शिक्षण संस्थाबाट चेष्ट मेडिसिनमा स्नातकोत्तर उपाधि प्राप्त ।	[30, 1505, 549, 1518]
list-item: १०. कन्सल्टेन्ट अर्थोपेडिक सर्जन, सर्जरी, अर्थोपेडिक सर्जरी : मान्यता प्राप्त शिक्षण संस्थाबाट एम.बी.बी.एस. वा सो सरहको उपाधि प्राप्त गरी अर्थोपेडिक सर्जरीमा स्नातकोत्तर उपाधि प्राप्त वा जनरल सर्जरीमा स्नातकोत्तर उपाधि पछि अर्थोपेडिक सर्जरीमा डिप्लोमा वा सो सरह ।	[30, 326, 711, 358]
